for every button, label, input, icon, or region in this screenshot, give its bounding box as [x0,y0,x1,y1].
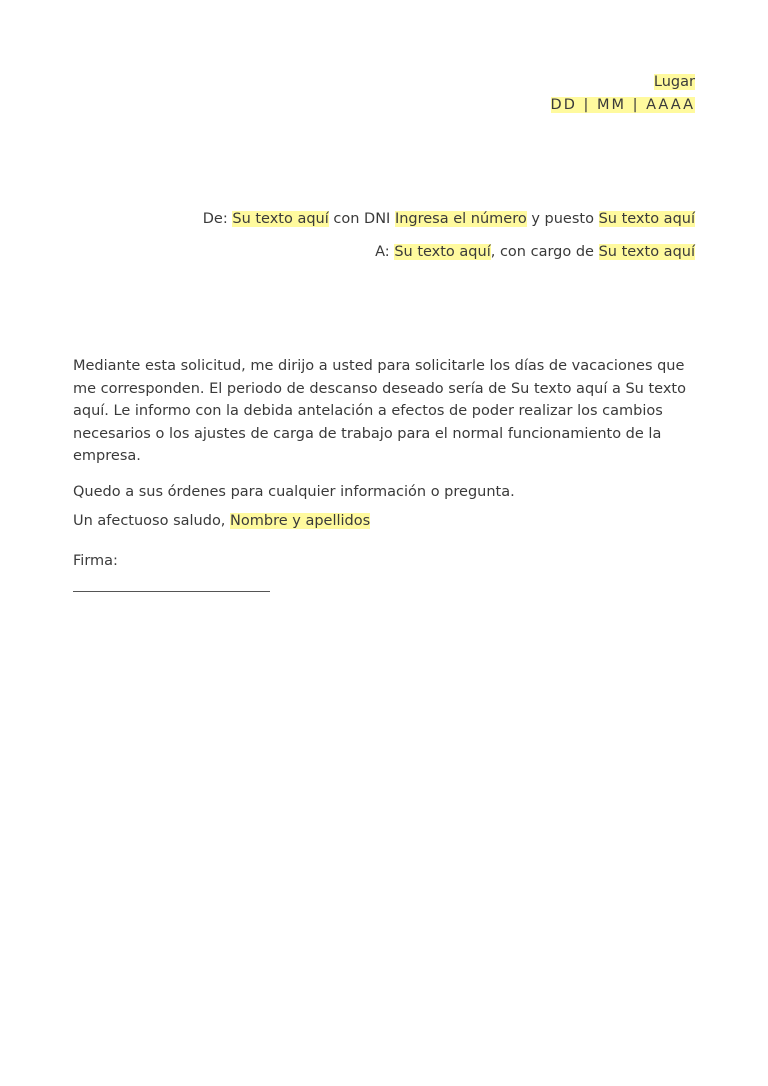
to-prefix: A: [375,244,395,260]
date-line [551,95,695,115]
from-line [203,209,695,229]
date-field[interactable]: DD | MM | AAAA [550,97,695,113]
closing-line: Quedo a sus órdenes para cualquier información o pregunta. [73,484,515,500]
cargo-label: , con cargo de [490,244,599,260]
to-line [375,242,695,262]
position-label: y puesto [526,211,599,227]
signature-line [73,591,270,592]
from-prefix: De: [202,211,233,227]
place-field[interactable]: Lugar [653,74,695,90]
signature-label: Firma: [73,553,118,569]
dni-field[interactable]: Ingresa el número [394,211,527,227]
recipient-cargo-field[interactable]: Su texto aquí [598,244,695,260]
place-line [654,72,695,92]
sender-position-field[interactable]: Su texto aquí [598,211,695,227]
dni-label: con DNI [328,211,395,227]
signer-name-field[interactable]: Nombre y apellidos [230,513,371,529]
recipient-name-field[interactable]: Su texto aquí [394,244,491,260]
body-paragraph: Mediante esta solicitud, me dirijo a usted para solicitarle los días de vacaciones que me corresponden. El periodo de descanso deseado sería de Su texto aquí a Su texto aquí. Le informo con la debida antelación a efectos de poder realizar los cambios necesarios o los ajustes de carga de trabajo para el normal funcionamiento de la empresa. [73,358,686,464]
sender-name-field[interactable]: Su texto aquí [232,211,329,227]
salute-line [73,511,695,531]
salute-prefix: Un afectuoso saludo, [73,513,231,529]
